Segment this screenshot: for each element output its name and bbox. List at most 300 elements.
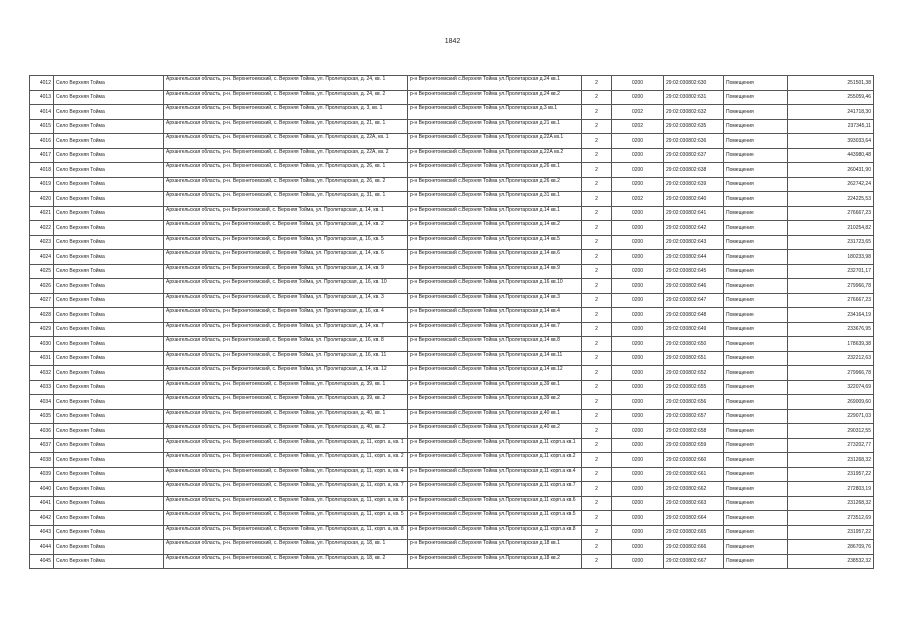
- description-cell: р-н Верхнетоемский с.Верхняя Тойма ул.Пролетарская д.16 кв.10: [408, 279, 582, 294]
- object-type-cell: Помещения: [724, 235, 788, 250]
- row-number-cell: 4033: [30, 380, 54, 395]
- floor-cell: 2: [582, 467, 612, 482]
- value-cell: 393033,64: [788, 134, 874, 149]
- description-cell: р-н Верхнетоемский с.Верхняя Тойма ул.Пролетарская д.14 кв.11: [408, 351, 582, 366]
- cadastral-number-cell: 29:02:030802:650: [664, 337, 724, 352]
- row-number-cell: 4017: [30, 148, 54, 163]
- table-row: [30, 235, 874, 250]
- floor-cell: 2: [582, 453, 612, 468]
- table-row: [30, 380, 874, 395]
- object-type-cell: Помещения: [724, 337, 788, 352]
- object-type-cell: Помещения: [724, 105, 788, 120]
- value-cell: 286709,76: [788, 540, 874, 555]
- object-type-cell: Помещения: [724, 496, 788, 511]
- cadastral-number-cell: 29:02:030802:647: [664, 293, 724, 308]
- code-cell: 0200: [612, 148, 664, 163]
- address-cell: Архангельская область, р-н. Верхнетоемский, с. Верхняя Тойма, ул. Пролетарская, д. 40, кв. 1: [164, 409, 408, 424]
- value-cell: 210254,82: [788, 221, 874, 236]
- settlement-cell: Село Верхняя Тойма: [54, 525, 164, 540]
- table-row: [30, 206, 874, 221]
- value-cell: 231957,22: [788, 467, 874, 482]
- object-type-cell: Помещения: [724, 409, 788, 424]
- table-row: [30, 337, 874, 352]
- row-number-cell: 4022: [30, 221, 54, 236]
- description-cell: р-н Верхнетоемский с.Верхняя Тойма ул.Пролетарская д.14 кв.9: [408, 264, 582, 279]
- table-row: [30, 308, 874, 323]
- cadastral-number-cell: 29:02:030802:662: [664, 482, 724, 497]
- settlement-cell: Село Верхняя Тойма: [54, 264, 164, 279]
- value-cell: 231268,32: [788, 496, 874, 511]
- value-cell: 231723,65: [788, 235, 874, 250]
- object-type-cell: Помещения: [724, 192, 788, 207]
- cadastral-number-cell: 29:02:030802:666: [664, 540, 724, 555]
- settlement-cell: Село Верхняя Тойма: [54, 148, 164, 163]
- floor-cell: 2: [582, 525, 612, 540]
- table-row: [30, 221, 874, 236]
- floor-cell: 2: [582, 264, 612, 279]
- address-cell: Архангельская область, р-н Верхнетоемский, с. Верхняя Тойма, ул. Пролетарская, д. 16, кв. 4: [164, 308, 408, 323]
- table-row: [30, 293, 874, 308]
- row-number-cell: 4040: [30, 482, 54, 497]
- cadastral-number-cell: 29:02:030802:636: [664, 134, 724, 149]
- floor-cell: 2: [582, 409, 612, 424]
- row-number-cell: 4036: [30, 424, 54, 439]
- floor-cell: 2: [582, 163, 612, 178]
- address-cell: Архангельская область, р-н Верхнетоемский, с. Верхняя Тойма, ул. Пролетарская, д. 14, кв. 2: [164, 221, 408, 236]
- row-number-cell: 4015: [30, 119, 54, 134]
- description-cell: р-н Верхнетоемский с.Верхняя Тойма ул.Пролетарская д.11 корп.а кв.6: [408, 496, 582, 511]
- cadastral-number-cell: 29:02:030802:651: [664, 351, 724, 366]
- cadastral-number-cell: 29:02:030802:667: [664, 554, 724, 569]
- value-cell: 322074,69: [788, 380, 874, 395]
- floor-cell: 2: [582, 337, 612, 352]
- cadastral-number-cell: 29:02:030802:660: [664, 453, 724, 468]
- row-number-cell: 4028: [30, 308, 54, 323]
- cadastral-number-cell: 29:02:030802:649: [664, 322, 724, 337]
- code-cell: 0200: [612, 76, 664, 91]
- object-type-cell: Помещения: [724, 163, 788, 178]
- value-cell: 233676,95: [788, 322, 874, 337]
- code-cell: 0200: [612, 540, 664, 555]
- floor-cell: 2: [582, 438, 612, 453]
- table-row: [30, 105, 874, 120]
- description-cell: р-н Верхнетоемский с.Верхняя Тойма ул.Пролетарская д.14 кв.12: [408, 366, 582, 381]
- floor-cell: 2: [582, 554, 612, 569]
- description-cell: р-н Верхнетоемский с.Верхняя Тойма ул.Пролетарская д.11 корп.а кв.7: [408, 482, 582, 497]
- table-row: [30, 119, 874, 134]
- cadastral-number-cell: 29:02:030802:659: [664, 438, 724, 453]
- description-cell: р-н Верхнетоемский с.Верхняя Тойма ул.Пролетарская д.14 кв.6: [408, 250, 582, 265]
- code-cell: 0200: [612, 134, 664, 149]
- settlement-cell: Село Верхняя Тойма: [54, 250, 164, 265]
- floor-cell: 2: [582, 134, 612, 149]
- cadastral-number-cell: 29:02:030802:648: [664, 308, 724, 323]
- description-cell: р-н Верхнетоемский с.Верхняя Тойма ул.Пролетарская д.31 кв.1: [408, 192, 582, 207]
- description-cell: р-н Верхнетоемский с.Верхняя Тойма ул.Пролетарская д.14 кв.8: [408, 337, 582, 352]
- address-cell: Архангельская область, р-н. Верхнетоемский, с. Верхняя Тойма, ул. Пролетарская, д. 3, кв. 1: [164, 105, 408, 120]
- row-number-cell: 4032: [30, 366, 54, 381]
- table-row: [30, 409, 874, 424]
- floor-cell: 2: [582, 293, 612, 308]
- cadastral-number-cell: 29:02:030802:661: [664, 467, 724, 482]
- settlement-cell: Село Верхняя Тойма: [54, 119, 164, 134]
- settlement-cell: Село Верхняя Тойма: [54, 554, 164, 569]
- address-cell: Архангельская область, р-н. Верхнетоемский, с. Верхняя Тойма, ул. Пролетарская, д. 26, кв. 2: [164, 177, 408, 192]
- floor-cell: 2: [582, 395, 612, 410]
- object-type-cell: Помещения: [724, 482, 788, 497]
- description-cell: р-н Верхнетоемский с.Верхняя Тойма ул.Пролетарская д.24 кв.2: [408, 90, 582, 105]
- code-cell: 0200: [612, 554, 664, 569]
- row-number-cell: 4026: [30, 279, 54, 294]
- code-cell: 0200: [612, 337, 664, 352]
- cadastral-number-cell: 29:02:030802:657: [664, 409, 724, 424]
- description-cell: р-н Верхнетоемский с.Верхняя Тойма ул.Пролетарская д.40 кв.2: [408, 424, 582, 439]
- row-number-cell: 4014: [30, 105, 54, 120]
- address-cell: Архангельская область, р-н. Верхнетоемский, с. Верхняя Тойма, ул. Пролетарская, д. 18, кв. 2: [164, 554, 408, 569]
- settlement-cell: Село Верхняя Тойма: [54, 337, 164, 352]
- floor-cell: 2: [582, 235, 612, 250]
- settlement-cell: Село Верхняя Тойма: [54, 134, 164, 149]
- value-cell: 234164,19: [788, 308, 874, 323]
- code-cell: 0202: [612, 119, 664, 134]
- code-cell: 0200: [612, 351, 664, 366]
- table-row: [30, 554, 874, 569]
- description-cell: р-н Верхнетоемский с.Верхняя Тойма ул.Пролетарская д.14 кв.1: [408, 206, 582, 221]
- row-number-cell: 4034: [30, 395, 54, 410]
- value-cell: 269009,60: [788, 395, 874, 410]
- object-type-cell: Помещения: [724, 380, 788, 395]
- row-number-cell: 4041: [30, 496, 54, 511]
- code-cell: 0200: [612, 482, 664, 497]
- row-number-cell: 4020: [30, 192, 54, 207]
- settlement-cell: Село Верхняя Тойма: [54, 366, 164, 381]
- floor-cell: 2: [582, 76, 612, 91]
- row-number-cell: 4039: [30, 467, 54, 482]
- code-cell: 0200: [612, 467, 664, 482]
- address-cell: Архангельская область, р-н Верхнетоемский, с. Верхняя Тойма, ул. Пролетарская, д. 14, кв. 12: [164, 366, 408, 381]
- address-cell: Архангельская область, р-н. Верхнетоемский, с. Верхняя Тойма, ул. Пролетарская, д. 11, корп. а, кв. 7: [164, 482, 408, 497]
- code-cell: 0202: [612, 105, 664, 120]
- object-type-cell: Помещения: [724, 293, 788, 308]
- value-cell: 276667,23: [788, 293, 874, 308]
- address-cell: Архангельская область, р-н. Верхнетоемский, с. Верхняя Тойма, ул. Пролетарская, д. 11, корп. а, кв. 1: [164, 438, 408, 453]
- description-cell: р-н Верхнетоемский с.Верхняя Тойма ул.Пролетарская д.40 кв.1: [408, 409, 582, 424]
- code-cell: 0200: [612, 308, 664, 323]
- code-cell: 0200: [612, 177, 664, 192]
- settlement-cell: Село Верхняя Тойма: [54, 192, 164, 207]
- floor-cell: 2: [582, 380, 612, 395]
- object-type-cell: Помещение: [724, 206, 788, 221]
- row-number-cell: 4038: [30, 453, 54, 468]
- cadastral-number-cell: 29:02:030802:630: [664, 76, 724, 91]
- object-type-cell: Помещения: [724, 424, 788, 439]
- value-cell: 232701,17: [788, 264, 874, 279]
- cadastral-number-cell: 29:02:030802:632: [664, 105, 724, 120]
- floor-cell: 2: [582, 482, 612, 497]
- settlement-cell: Село Верхняя Тойма: [54, 206, 164, 221]
- row-number-cell: 4042: [30, 511, 54, 526]
- code-cell: 0200: [612, 279, 664, 294]
- description-cell: р-н Верхнетоемский с.Верхняя Тойма ул.Пролетарская д.22А кв.1: [408, 134, 582, 149]
- table-row: [30, 76, 874, 91]
- value-cell: 232212,63: [788, 351, 874, 366]
- value-cell: 180233,98: [788, 250, 874, 265]
- value-cell: 290312,55: [788, 424, 874, 439]
- code-cell: 0200: [612, 525, 664, 540]
- floor-cell: 2: [582, 511, 612, 526]
- cadastral-number-cell: 29:02:030802:637: [664, 148, 724, 163]
- table-row: [30, 177, 874, 192]
- cadastral-number-cell: 29:02:030802:645: [664, 264, 724, 279]
- description-cell: р-н Верхнетоемский с.Верхняя Тойма ул.Пролетарская д.14 кв.3: [408, 293, 582, 308]
- floor-cell: 2: [582, 308, 612, 323]
- row-number-cell: 4031: [30, 351, 54, 366]
- table-row: [30, 453, 874, 468]
- table-row: [30, 279, 874, 294]
- settlement-cell: Село Верхняя Тойма: [54, 540, 164, 555]
- address-cell: Архангельская область, р-н. Верхнетоемский, с. Верхняя Тойма, ул. Пролетарская, д. 31, кв. 1: [164, 192, 408, 207]
- floor-cell: 2: [582, 496, 612, 511]
- object-type-cell: Помещения: [724, 279, 788, 294]
- cadastral-number-cell: 29:02:030802:656: [664, 395, 724, 410]
- code-cell: 0200: [612, 438, 664, 453]
- code-cell: 0200: [612, 163, 664, 178]
- table-row: [30, 525, 874, 540]
- settlement-cell: Село Верхняя Тойма: [54, 438, 164, 453]
- description-cell: р-н Верхнетоемский с.Верхняя Тойма ул.Пролетарская д.14 кв.4: [408, 308, 582, 323]
- settlement-cell: Село Верхняя Тойма: [54, 279, 164, 294]
- object-type-cell: Помещение: [724, 148, 788, 163]
- cadastral-number-cell: 29:02:030802:635: [664, 119, 724, 134]
- code-cell: 0200: [612, 380, 664, 395]
- value-cell: 224225,53: [788, 192, 874, 207]
- floor-cell: 2: [582, 351, 612, 366]
- row-number-cell: 4027: [30, 293, 54, 308]
- cadastral-number-cell: 29:02:030802:664: [664, 511, 724, 526]
- floor-cell: 2: [582, 90, 612, 105]
- object-type-cell: Помещения: [724, 525, 788, 540]
- code-cell: 0200: [612, 293, 664, 308]
- floor-cell: 2: [582, 192, 612, 207]
- address-cell: Архангельская область, р-н. Верхнетоемский, с. Верхняя Тойма, ул. Пролетарская, д. 22А, кв. 2: [164, 148, 408, 163]
- table-row: [30, 496, 874, 511]
- address-cell: Архангельская область, р-н. Верхнетоемский, с. Верхняя Тойма, ул. Пролетарская, д. 11, корп. а, кв. 4: [164, 467, 408, 482]
- settlement-cell: Село Верхняя Тойма: [54, 453, 164, 468]
- cadastral-number-cell: 29:02:030802:640: [664, 192, 724, 207]
- value-cell: 272803,19: [788, 482, 874, 497]
- floor-cell: 2: [582, 206, 612, 221]
- value-cell: 178639,38: [788, 337, 874, 352]
- description-cell: р-н Верхнетоемский с.Верхняя Тойма ул.Пролетарская д.24 кв.1: [408, 76, 582, 91]
- address-cell: Архангельская область, р-н. Верхнетоемский, с. Верхняя Тойма, ул. Пролетарская, д. 11, корп. а, кв. 6: [164, 496, 408, 511]
- table-row: [30, 467, 874, 482]
- address-cell: Архангельская область, р-н. Верхнетоемский, с. Верхняя Тойма, ул. Пролетарская, д. 24, кв. 1: [164, 76, 408, 91]
- table-row: [30, 192, 874, 207]
- settlement-cell: Село Верхняя Тойма: [54, 351, 164, 366]
- row-number-cell: 4021: [30, 206, 54, 221]
- settlement-cell: Село Верхняя Тойма: [54, 163, 164, 178]
- row-number-cell: 4043: [30, 525, 54, 540]
- object-type-cell: Помещения: [724, 322, 788, 337]
- settlement-cell: Село Верхняя Тойма: [54, 105, 164, 120]
- row-number-cell: 4037: [30, 438, 54, 453]
- object-type-cell: Помещения: [724, 221, 788, 236]
- cadastral-number-cell: 29:02:030802:631: [664, 90, 724, 105]
- registry-table: [29, 75, 874, 569]
- floor-cell: 2: [582, 279, 612, 294]
- table-row: [30, 351, 874, 366]
- settlement-cell: Село Верхняя Тойма: [54, 482, 164, 497]
- description-cell: р-н Верхнетоемский с.Верхняя Тойма ул.Пролетарская д.14 кв.5: [408, 235, 582, 250]
- value-cell: 255059,46: [788, 90, 874, 105]
- settlement-cell: Село Верхняя Тойма: [54, 308, 164, 323]
- code-cell: 0200: [612, 409, 664, 424]
- address-cell: Архангельская область, р-н. Верхнетоемский, с. Верхняя Тойма, ул. Пролетарская, д. 18, кв. 1: [164, 540, 408, 555]
- code-cell: 0200: [612, 235, 664, 250]
- object-type-cell: Помещения: [724, 438, 788, 453]
- cadastral-number-cell: 29:02:030802:652: [664, 366, 724, 381]
- description-cell: р-н Верхнетоемский с.Верхняя Тойма ул.Пролетарская д.39 кв.1: [408, 380, 582, 395]
- description-cell: р-н Верхнетоемский с.Верхняя Тойма ул.Пролетарская д.26 кв.2: [408, 177, 582, 192]
- code-cell: 0200: [612, 322, 664, 337]
- description-cell: р-н Верхнетоемский с.Верхняя Тойма ул.Пролетарская д.11 корп.а кв.4: [408, 467, 582, 482]
- settlement-cell: Село Верхняя Тойма: [54, 76, 164, 91]
- address-cell: Архангельская область, р-н Верхнетоемский, с. Верхняя Тойма, ул. Пролетарская, д. 14, кв. 3: [164, 293, 408, 308]
- address-cell: Архангельская область, р-н. Верхнетоемский, с. Верхняя Тойма, ул. Пролетарская, д. 11, корп. а, кв. 5: [164, 511, 408, 526]
- cadastral-number-cell: 29:02:030802:638: [664, 163, 724, 178]
- row-number-cell: 4030: [30, 337, 54, 352]
- description-cell: р-н Верхнетоемский с.Верхняя Тойма ул.Пролетарская д.18 кв.1: [408, 540, 582, 555]
- row-number-cell: 4044: [30, 540, 54, 555]
- row-number-cell: 4016: [30, 134, 54, 149]
- row-number-cell: 4018: [30, 163, 54, 178]
- code-cell: 0200: [612, 206, 664, 221]
- code-cell: 0200: [612, 511, 664, 526]
- value-cell: 238532,32: [788, 554, 874, 569]
- description-cell: р-н Верхнетоемский с.Верхняя Тойма ул.Пролетарская д.14 кв.2: [408, 221, 582, 236]
- code-cell: 0200: [612, 90, 664, 105]
- cadastral-number-cell: 29:02:030802:655: [664, 380, 724, 395]
- description-cell: р-н Верхнетоемский с.Верхняя Тойма ул.Пролетарская д.3 кв.1: [408, 105, 582, 120]
- settlement-cell: Село Верхняя Тойма: [54, 235, 164, 250]
- cadastral-number-cell: 29:02:030802:658: [664, 424, 724, 439]
- address-cell: Архангельская область, р-н Верхнетоемский, с. Верхняя Тойма, ул. Пролетарская, д. 16, кв. 8: [164, 337, 408, 352]
- table-row: [30, 90, 874, 105]
- cadastral-number-cell: 29:02:030802:663: [664, 496, 724, 511]
- settlement-cell: Село Верхняя Тойма: [54, 424, 164, 439]
- code-cell: 0200: [612, 264, 664, 279]
- table-row: [30, 322, 874, 337]
- code-cell: 0200: [612, 496, 664, 511]
- address-cell: Архангельская область, р-н Верхнетоемский, с. Верхняя Тойма, ул. Пролетарская, д. 14, кв. 7: [164, 322, 408, 337]
- object-type-cell: Помещения: [724, 467, 788, 482]
- table-row: [30, 482, 874, 497]
- floor-cell: 2: [582, 119, 612, 134]
- row-number-cell: 4013: [30, 90, 54, 105]
- row-number-cell: 4035: [30, 409, 54, 424]
- row-number-cell: 4023: [30, 235, 54, 250]
- row-number-cell: 4019: [30, 177, 54, 192]
- table-row: [30, 134, 874, 149]
- object-type-cell: Помещения: [724, 250, 788, 265]
- cadastral-number-cell: 29:02:030802:643: [664, 235, 724, 250]
- value-cell: 260431,90: [788, 163, 874, 178]
- table-row: [30, 148, 874, 163]
- object-type-cell: Помещения: [724, 554, 788, 569]
- object-type-cell: Помещения: [724, 264, 788, 279]
- object-type-cell: Помещения: [724, 540, 788, 555]
- value-cell: 231957,22: [788, 525, 874, 540]
- description-cell: р-н Верхнетоемский с.Верхняя Тойма ул.Пролетарская д.21 кв.1: [408, 119, 582, 134]
- value-cell: 262742,24: [788, 177, 874, 192]
- table-body: [30, 76, 874, 569]
- object-type-cell: Помещения: [724, 177, 788, 192]
- address-cell: Архангельская область, р-н Верхнетоемский, с. Верхняя Тойма, ул. Пролетарская, д. 16, кв. 5: [164, 235, 408, 250]
- row-number-cell: 4025: [30, 264, 54, 279]
- value-cell: 229071,03: [788, 409, 874, 424]
- object-type-cell: Помещения: [724, 395, 788, 410]
- address-cell: Архангельская область, р-н. Верхнетоемский, с. Верхняя Тойма, ул. Пролетарская, д. 11, корп. а, кв. 8: [164, 525, 408, 540]
- object-type-cell: Помещения: [724, 453, 788, 468]
- description-cell: р-н Верхнетоемский с.Верхняя Тойма ул.Пролетарская д.14 кв.7: [408, 322, 582, 337]
- settlement-cell: Село Верхняя Тойма: [54, 467, 164, 482]
- cadastral-number-cell: 29:02:030802:639: [664, 177, 724, 192]
- description-cell: р-н Верхнетоемский с.Верхняя Тойма ул.Пролетарская д.18 кв.2: [408, 554, 582, 569]
- floor-cell: 2: [582, 105, 612, 120]
- floor-cell: 2: [582, 424, 612, 439]
- value-cell: 279966,78: [788, 279, 874, 294]
- object-type-cell: Помещения: [724, 511, 788, 526]
- table-row: [30, 264, 874, 279]
- settlement-cell: Село Верхняя Тойма: [54, 380, 164, 395]
- floor-cell: 2: [582, 221, 612, 236]
- object-type-cell: Помещения: [724, 351, 788, 366]
- code-cell: 0200: [612, 366, 664, 381]
- table-row: [30, 250, 874, 265]
- table-row: [30, 540, 874, 555]
- table-row: [30, 395, 874, 410]
- settlement-cell: Село Верхняя Тойма: [54, 90, 164, 105]
- code-cell: 0200: [612, 395, 664, 410]
- settlement-cell: Село Верхняя Тойма: [54, 322, 164, 337]
- description-cell: р-н Верхнетоемский с.Верхняя Тойма ул.Пролетарская д.22А кв.2: [408, 148, 582, 163]
- address-cell: Архангельская область, р-н. Верхнетоемский, с. Верхняя Тойма, ул. Пролетарская, д. 24, кв. 2: [164, 90, 408, 105]
- address-cell: Архангельская область, р-н Верхнетоемский, с. Верхняя Тойма, ул. Пролетарская, д. 14, кв. 6: [164, 250, 408, 265]
- value-cell: 231268,32: [788, 453, 874, 468]
- cadastral-number-cell: 29:02:030802:642: [664, 221, 724, 236]
- description-cell: р-н Верхнетоемский с.Верхняя Тойма ул.Пролетарская д.26 кв.1: [408, 163, 582, 178]
- row-number-cell: 4024: [30, 250, 54, 265]
- address-cell: Архангельская область, р-н Верхнетоемский, с. Верхняя Тойма, ул. Пролетарская, д. 14, кв. 1: [164, 206, 408, 221]
- page-number: 1842: [444, 38, 461, 45]
- settlement-cell: Село Верхняя Тойма: [54, 177, 164, 192]
- description-cell: р-н Верхнетоемский с.Верхняя Тойма ул.Пролетарская д.11 корп.а кв.1: [408, 438, 582, 453]
- value-cell: 273202,77: [788, 438, 874, 453]
- code-cell: 0200: [612, 453, 664, 468]
- address-cell: Архангельская область, р-н. Верхнетоемский, с. Верхняя Тойма, ул. Пролетарская, д. 22А, кв. 1: [164, 134, 408, 149]
- value-cell: 241718,30: [788, 105, 874, 120]
- description-cell: р-н Верхнетоемский с.Верхняя Тойма ул.Пролетарская д.11 корп.а кв.2: [408, 453, 582, 468]
- settlement-cell: Село Верхняя Тойма: [54, 496, 164, 511]
- address-cell: Архангельская область, р-н Верхнетоемский, с. Верхняя Тойма, ул. Пролетарская, д. 14, кв. 9: [164, 264, 408, 279]
- cadastral-number-cell: 29:02:030802:646: [664, 279, 724, 294]
- row-number-cell: 4045: [30, 554, 54, 569]
- settlement-cell: Село Верхняя Тойма: [54, 409, 164, 424]
- address-cell: Архангельская область, р-н. Верхнетоемский, с. Верхняя Тойма, ул. Пролетарская, д. 11, корп. а, кв. 2: [164, 453, 408, 468]
- address-cell: Архангельская область, р-н. Верхнетоемский, с. Верхняя Тойма, ул. Пролетарская, д. 39, кв. 2: [164, 395, 408, 410]
- description-cell: р-н Верхнетоемский с.Верхняя Тойма ул.Пролетарская д.11 корп.а кв.5: [408, 511, 582, 526]
- code-cell: 0200: [612, 424, 664, 439]
